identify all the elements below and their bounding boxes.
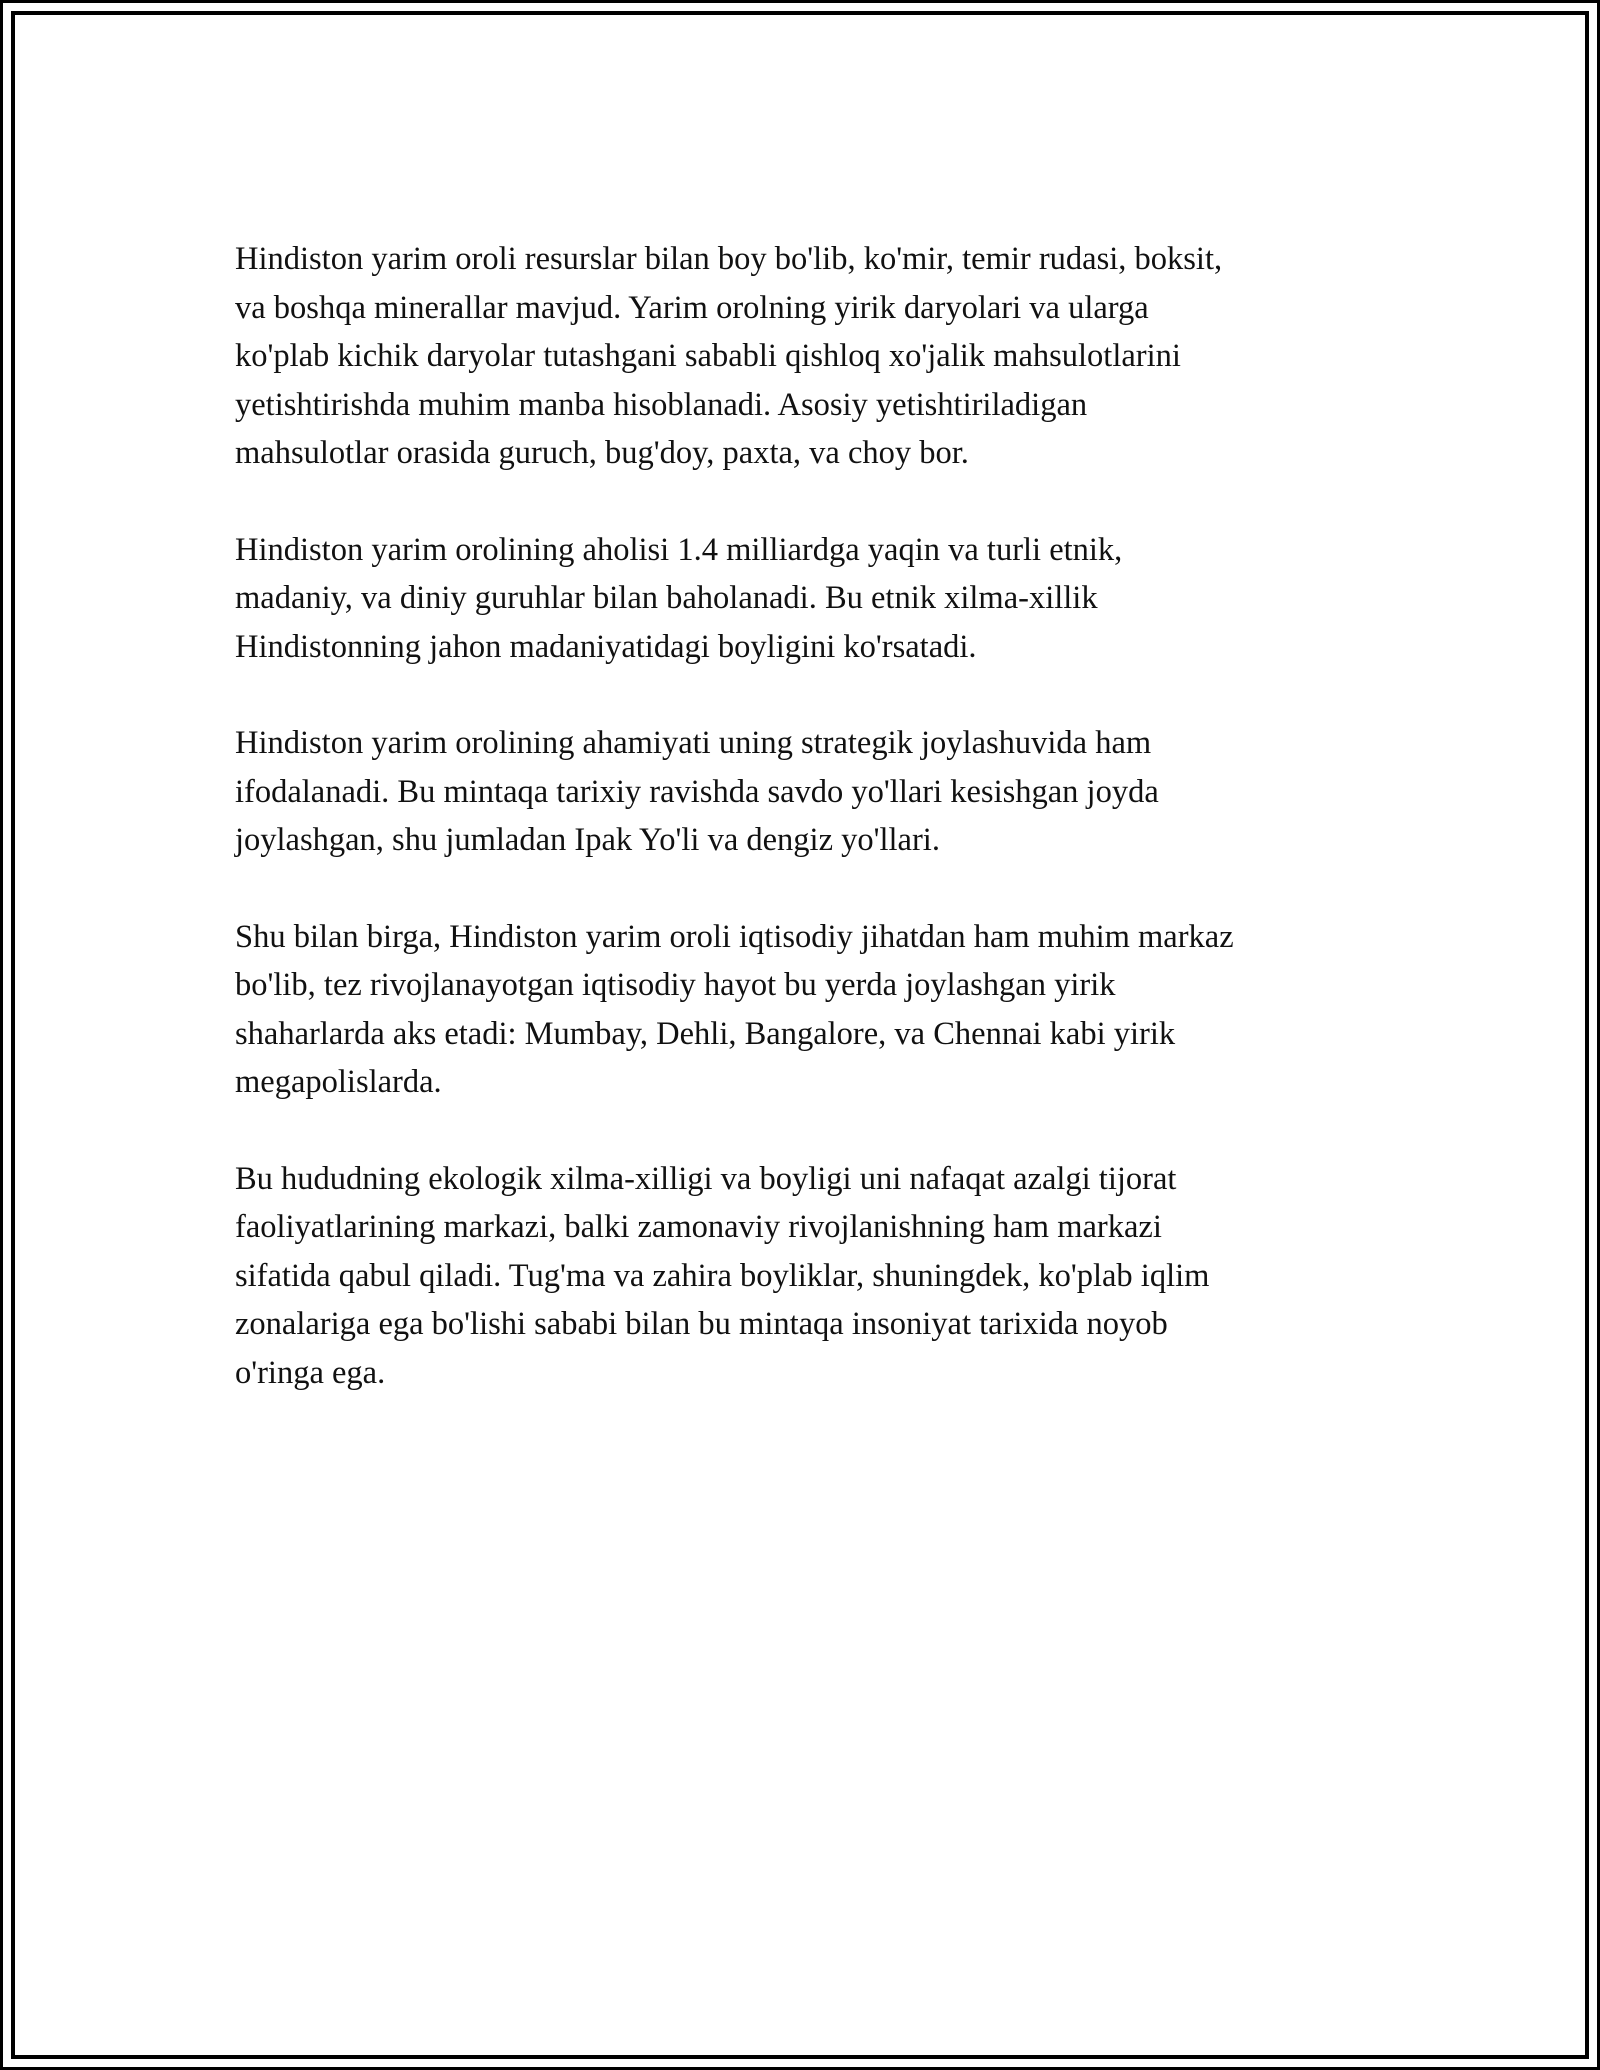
paragraph-strategic-location: Hindiston yarim orolining ahamiyati uning strategik joylashuvida ham ifodalanadi. Bu mintaqa tarixiy ravishda savdo yo'llari kesishgan joyda joylashgan, shu jumladan Ipak Yo'li va dengiz yo'llari. bbox=[235, 725, 1159, 858]
paragraph-population: Hindiston yarim orolining aholisi 1.4 milliardga yaqin va turli etnik, madaniy, va diniy guruhlar bilan baholanadi. Bu etnik xilma-xillik Hindistonning jahon madaniyatidagi boyligini ko'rsatadi. bbox=[235, 531, 1123, 665]
paragraph-resources: Hindiston yarim oroli resurslar bilan boy bo'lib, ko'mir, temir rudasi, boksit, va boshqa minerallar mavjud. Yarim orolning yirik daryolari va ularga ko'plab kichik daryolar tutashgani sababli qishloq xo'jalik mahsulotlarini yetishtirishda muhim manba hisoblanadi. Asosiy yetishtiriladigan mahsulotlar orasida guruch, bug'doy, paxta, va choy bor. bbox=[235, 241, 1223, 471]
paragraph-economy: Shu bilan birga, Hindiston yarim oroli iqtisodiy jihatdan ham muhim markaz bo'lib, tez rivojlanayotgan iqtisodiy hayot bu yerda joylashgan yirik shaharlarda aks etadi: Mumbay, Dehli, Bangalore, va Chennai kabi yirik megapolislarda. bbox=[235, 918, 1234, 1100]
document-body bbox=[235, 235, 1375, 1445]
paragraph-ecology: Bu hududning ekologik xilma-xilligi va boyligi uni nafaqat azalgi tijorat faoliyatlarining markazi, balki zamonaviy rivojlanishning ham markazi sifatida qabul qiladi. Tug'ma va zahira boyliklar, shuningdek, ko'plab iqlim zonalariga ega bo'lishi sababi bilan bu mintaqa insoniyat tarixida noyob o'ringa ega. bbox=[235, 1160, 1210, 1391]
